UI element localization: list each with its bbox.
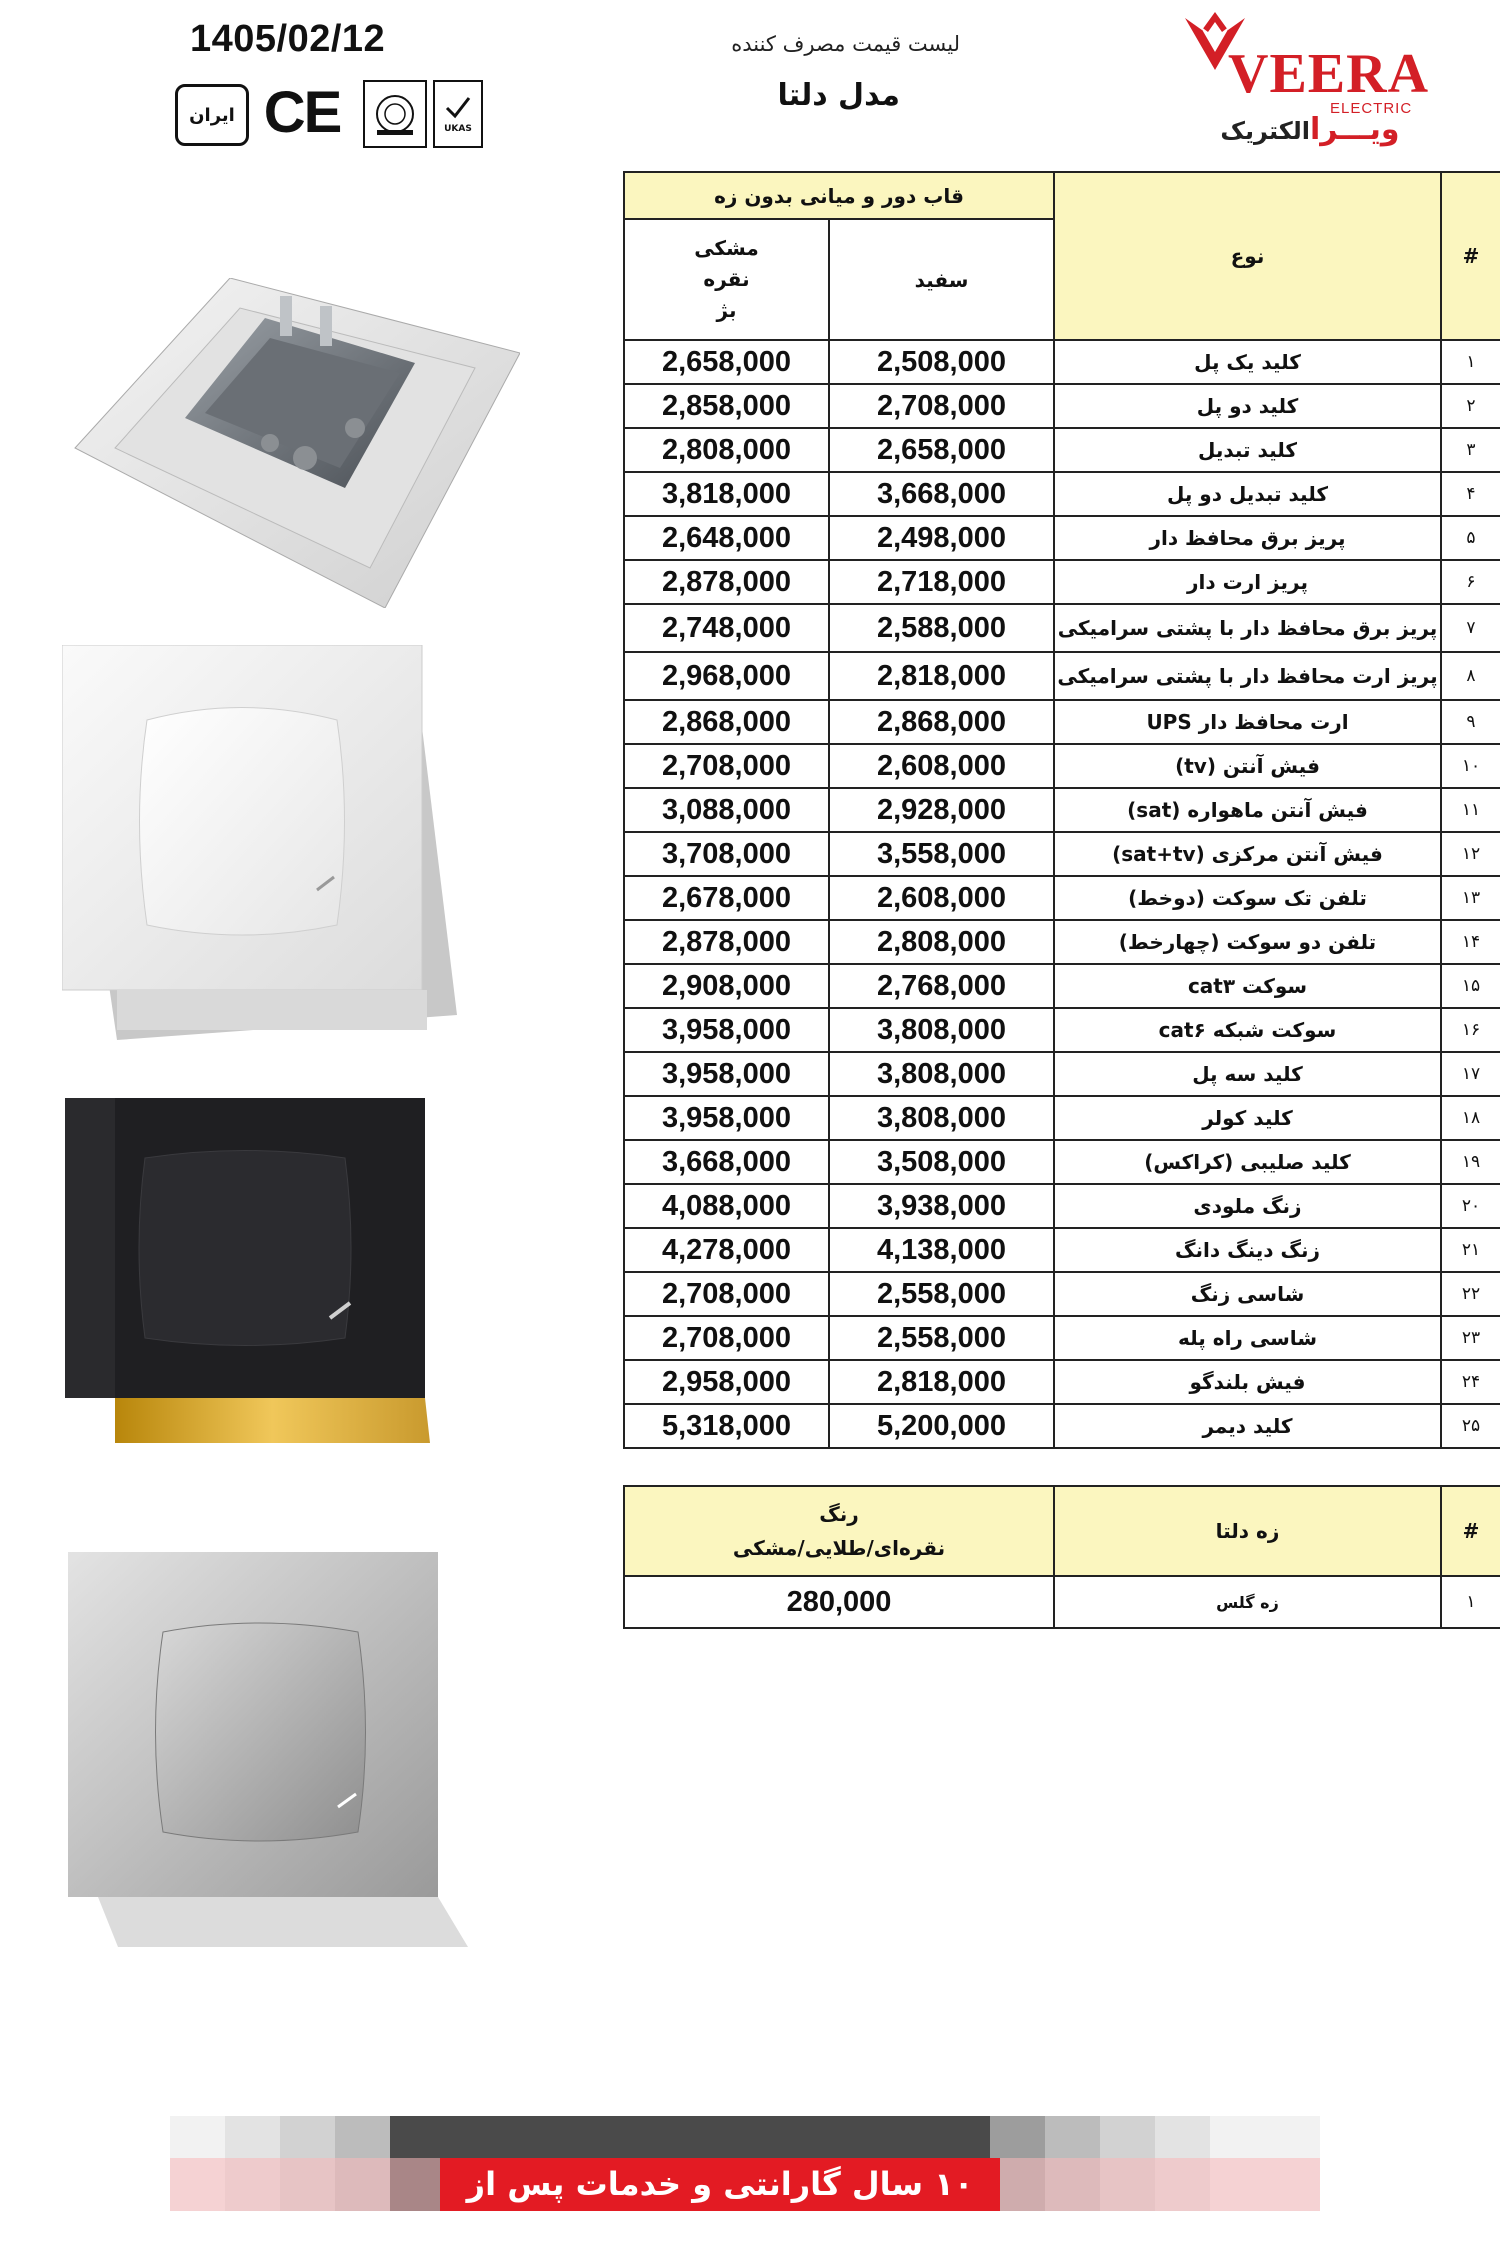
row-index: ۲۰ xyxy=(1441,1184,1500,1228)
header-black-line2: نقره xyxy=(703,267,750,291)
row-item-name: فیش آنتن (tv) xyxy=(1054,744,1441,788)
row-index: ۵ xyxy=(1441,516,1500,560)
row-price-black: 2,648,000 xyxy=(624,516,829,560)
row-price-black: 2,658,000 xyxy=(624,340,829,384)
header-type: نوع xyxy=(1054,172,1441,340)
table-row xyxy=(624,1096,1500,1140)
row-price-black: 3,708,000 xyxy=(624,832,829,876)
header-index: # xyxy=(1441,172,1500,340)
header-black-silver-beige xyxy=(624,219,829,340)
price-list-date: 1405/02/12 xyxy=(190,18,386,60)
veera-logo xyxy=(1180,8,1440,148)
row-price-white: 2,608,000 xyxy=(829,876,1054,920)
row-index: ۲ xyxy=(1441,384,1500,428)
row-price-white: 2,708,000 xyxy=(829,384,1054,428)
header-black-line3: بژ xyxy=(716,298,737,322)
row-price-white: 3,508,000 xyxy=(829,1140,1054,1184)
table-row xyxy=(624,1272,1500,1316)
silver-switch-image xyxy=(68,1552,468,1947)
table-row xyxy=(624,876,1500,920)
row-price-black: 2,878,000 xyxy=(624,920,829,964)
row-price-white: 2,588,000 xyxy=(829,604,1054,652)
table-row xyxy=(624,340,1500,384)
row-price-white: 4,138,000 xyxy=(829,1228,1054,1272)
row-price-white: 2,508,000 xyxy=(829,340,1054,384)
row-price-white: 2,608,000 xyxy=(829,744,1054,788)
logo-brand-sub: ELECTRIC xyxy=(1330,100,1413,117)
row-price-black: 3,958,000 xyxy=(624,1096,829,1140)
zeh-header-type: زه دلتا xyxy=(1054,1486,1441,1576)
row-index: ۲۵ xyxy=(1441,1404,1500,1448)
table-row xyxy=(624,964,1500,1008)
row-price-white: 2,768,000 xyxy=(829,964,1054,1008)
row-index: ۶ xyxy=(1441,560,1500,604)
table-row xyxy=(624,1404,1500,1448)
row-price-black: 2,808,000 xyxy=(624,428,829,472)
row-price-black: 2,708,000 xyxy=(624,744,829,788)
row-item-name: کلید یک پل xyxy=(1054,340,1441,384)
row-price-black: 2,708,000 xyxy=(624,1272,829,1316)
row-item-name: پریز برق محافظ دار xyxy=(1054,516,1441,560)
row-price-white: 2,818,000 xyxy=(829,1360,1054,1404)
row-item-name: کلید دیمر xyxy=(1054,1404,1441,1448)
row-index: ۱۸ xyxy=(1441,1096,1500,1140)
row-price-white: 2,498,000 xyxy=(829,516,1054,560)
certification-marks xyxy=(175,80,485,148)
row-index: ۱۰ xyxy=(1441,744,1500,788)
black-gold-switch-image xyxy=(65,1098,430,1443)
zeh-header-color-line1: رنگ xyxy=(819,1502,859,1526)
table-row xyxy=(624,832,1500,876)
row-index: ۲۱ xyxy=(1441,1228,1500,1272)
row-price-black: 3,668,000 xyxy=(624,1140,829,1184)
row-price-black: 4,278,000 xyxy=(624,1228,829,1272)
row-item-name: پریز برق محافظ دار با پشتی سرامیکی xyxy=(1054,604,1441,652)
row-item-name: پریز ارت دار xyxy=(1054,560,1441,604)
row-price-black: 5,318,000 xyxy=(624,1404,829,1448)
row-price-black: 2,708,000 xyxy=(624,1316,829,1360)
row-price-white: 2,808,000 xyxy=(829,920,1054,964)
isiri-mark-icon: ایران xyxy=(175,84,249,146)
row-item-name: فیش بلندگو xyxy=(1054,1360,1441,1404)
row-index: ۱۹ xyxy=(1441,1140,1500,1184)
row-index: ۱۴ xyxy=(1441,920,1500,964)
zeh-row-item-name: زه گلس xyxy=(1054,1576,1441,1628)
row-index: ۱ xyxy=(1441,340,1500,384)
row-price-white: 3,938,000 xyxy=(829,1184,1054,1228)
table-row xyxy=(624,472,1500,516)
row-price-black: 2,678,000 xyxy=(624,876,829,920)
row-index: ۱۱ xyxy=(1441,788,1500,832)
row-item-name: فیش آنتن ماهواره (sat) xyxy=(1054,788,1441,832)
row-item-name: کلید تبدیل xyxy=(1054,428,1441,472)
row-index: ۲۲ xyxy=(1441,1272,1500,1316)
row-index: ۲۳ xyxy=(1441,1316,1500,1360)
row-index: ۲۴ xyxy=(1441,1360,1500,1404)
row-price-black: 2,748,000 xyxy=(624,604,829,652)
table-row xyxy=(624,652,1500,700)
row-price-white: 3,808,000 xyxy=(829,1096,1054,1140)
logo-brand-fa-dark: الکتریک xyxy=(1220,117,1310,145)
table-row xyxy=(624,788,1500,832)
logo-brand-fa-red: ویـــرا xyxy=(1309,112,1400,147)
row-item-name: کلید سه پل xyxy=(1054,1052,1441,1096)
zeh-price-table xyxy=(623,1485,1500,1629)
table-row xyxy=(624,1316,1500,1360)
row-item-name: شاسی راه پله xyxy=(1054,1316,1441,1360)
row-index: ۹ xyxy=(1441,700,1500,744)
row-index: ۱۵ xyxy=(1441,964,1500,1008)
row-item-name: کلید صلیبی (کراکس) xyxy=(1054,1140,1441,1184)
row-item-name: زنگ ملودی xyxy=(1054,1184,1441,1228)
row-price-white: 2,818,000 xyxy=(829,652,1054,700)
row-price-white: 3,808,000 xyxy=(829,1008,1054,1052)
row-item-name: سوکت cat۳ xyxy=(1054,964,1441,1008)
table-row xyxy=(624,700,1500,744)
row-price-white: 3,668,000 xyxy=(829,472,1054,516)
row-item-name: شاسی زنگ xyxy=(1054,1272,1441,1316)
row-item-name: کلید دو پل xyxy=(1054,384,1441,428)
table-row xyxy=(624,1052,1500,1096)
header-white: سفید xyxy=(829,219,1054,340)
row-price-black: 2,868,000 xyxy=(624,700,829,744)
zeh-header-color xyxy=(624,1486,1054,1576)
row-item-name: کلید کولر xyxy=(1054,1096,1441,1140)
ce-mark-icon: CE xyxy=(263,79,341,145)
row-price-black: 3,958,000 xyxy=(624,1052,829,1096)
switch-mechanism-image xyxy=(55,278,520,608)
row-price-black: 2,958,000 xyxy=(624,1360,829,1404)
row-price-black: 2,858,000 xyxy=(624,384,829,428)
row-item-name: سوکت شبکه cat۶ xyxy=(1054,1008,1441,1052)
row-price-white: 2,658,000 xyxy=(829,428,1054,472)
row-price-white: 2,928,000 xyxy=(829,788,1054,832)
row-index: ۷ xyxy=(1441,604,1500,652)
row-price-white: 3,808,000 xyxy=(829,1052,1054,1096)
logo-brand-en: VEERA xyxy=(1228,43,1430,105)
table-row xyxy=(624,1228,1500,1272)
main-table-header-row xyxy=(624,172,1500,219)
zeh-row-index: ۱ xyxy=(1441,1576,1500,1628)
table-row xyxy=(624,920,1500,964)
row-price-black: 2,878,000 xyxy=(624,560,829,604)
row-index: ۱۳ xyxy=(1441,876,1500,920)
row-price-white: 2,558,000 xyxy=(829,1272,1054,1316)
row-price-black: 2,908,000 xyxy=(624,964,829,1008)
table-row xyxy=(624,1008,1500,1052)
row-price-white: 2,558,000 xyxy=(829,1316,1054,1360)
row-price-black: 3,088,000 xyxy=(624,788,829,832)
table-row xyxy=(624,1576,1500,1628)
row-price-white: 3,558,000 xyxy=(829,832,1054,876)
row-index: ۱۶ xyxy=(1441,1008,1500,1052)
white-switch-image xyxy=(62,645,457,1040)
row-index: ۱۲ xyxy=(1441,832,1500,876)
row-index: ۳ xyxy=(1441,428,1500,472)
row-index: ۴ xyxy=(1441,472,1500,516)
logo-brand-fa xyxy=(1200,112,1420,147)
main-price-table xyxy=(623,171,1500,1449)
row-price-black: 3,818,000 xyxy=(624,472,829,516)
table-row xyxy=(624,384,1500,428)
header-black-line1: مشکی xyxy=(694,236,759,260)
row-item-name: تلفن تک سوکت (دوخط) xyxy=(1054,876,1441,920)
row-item-name: زنگ دینگ دانگ xyxy=(1054,1228,1441,1272)
row-index: ۸ xyxy=(1441,652,1500,700)
model-title: مدل دلتا xyxy=(777,78,900,113)
table-row xyxy=(624,1184,1500,1228)
table-row xyxy=(624,516,1500,560)
zeh-table-header-row xyxy=(624,1486,1500,1576)
row-price-black: 2,968,000 xyxy=(624,652,829,700)
zeh-row-price: 280,000 xyxy=(624,1576,1054,1628)
row-price-black: 4,088,000 xyxy=(624,1184,829,1228)
table-row xyxy=(624,1360,1500,1404)
ukas-mark-icon: UKAS xyxy=(433,80,483,148)
row-item-name: ارت محافظ دار UPS xyxy=(1054,700,1441,744)
header-frame-group: قاب دور و میانی بدون زه xyxy=(624,172,1054,219)
table-row xyxy=(624,1140,1500,1184)
table-row xyxy=(624,560,1500,604)
row-item-name: پریز ارت محافظ دار با پشتی سرامیکی xyxy=(1054,652,1441,700)
row-item-name: کلید تبدیل دو پل xyxy=(1054,472,1441,516)
row-price-white: 5,200,000 xyxy=(829,1404,1054,1448)
table-row xyxy=(624,428,1500,472)
zeh-header-index: # xyxy=(1441,1486,1500,1576)
quality-cert-mark-icon xyxy=(363,80,427,148)
table-row xyxy=(624,604,1500,652)
row-price-black: 3,958,000 xyxy=(624,1008,829,1052)
row-price-white: 2,718,000 xyxy=(829,560,1054,604)
row-price-white: 2,868,000 xyxy=(829,700,1054,744)
table-row xyxy=(624,744,1500,788)
row-index: ۱۷ xyxy=(1441,1052,1500,1096)
row-item-name: تلفن دو سوکت (چهارخط) xyxy=(1054,920,1441,964)
zeh-header-color-line2: نقره‌ای/طلایی/مشکی xyxy=(732,1536,946,1560)
warranty-banner: ۱۰ سال گارانتی و خدمات پس از فروش xyxy=(440,2158,1000,2211)
row-item-name: فیش آنتن مرکزی (sat+tv) xyxy=(1054,832,1441,876)
price-list-subtitle: لیست قیمت مصرف کننده xyxy=(731,32,960,56)
